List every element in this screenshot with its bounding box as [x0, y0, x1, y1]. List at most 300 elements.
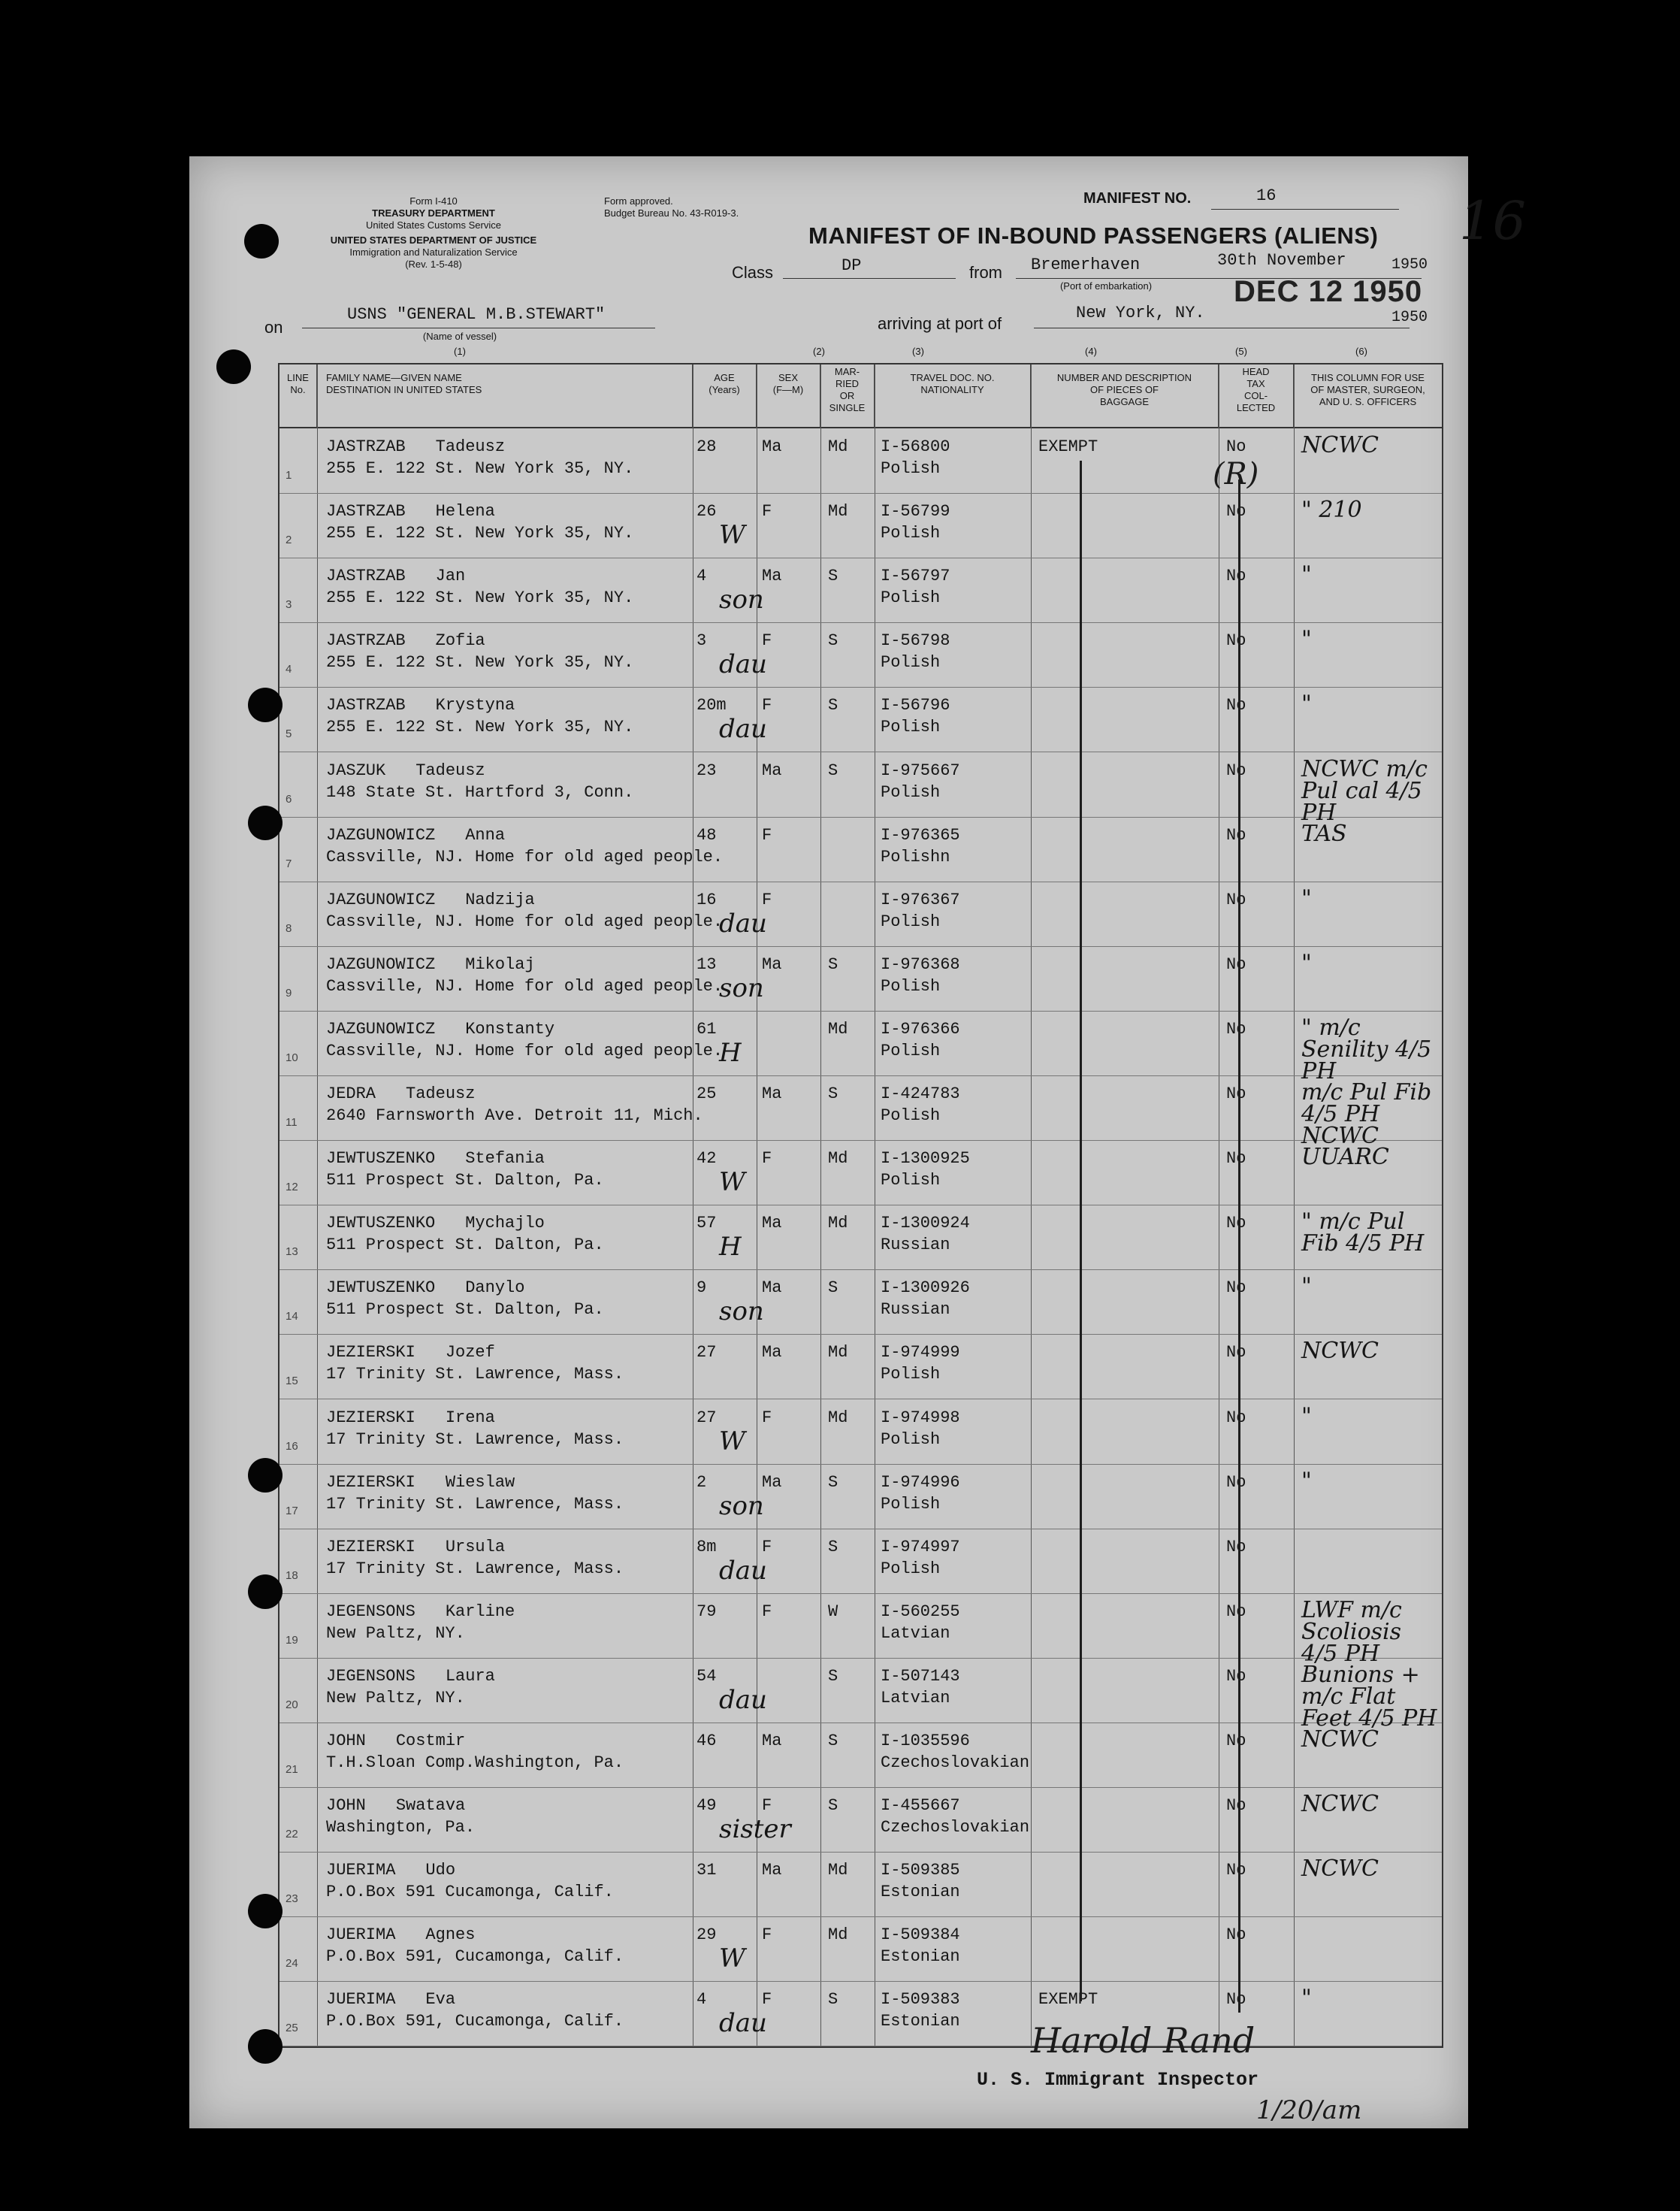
surname: JASZUK — [326, 761, 386, 780]
passenger-sex: Ma — [762, 1472, 782, 1492]
head-tax: No — [1226, 890, 1246, 909]
doc-number: I-974996 — [881, 1472, 960, 1492]
passenger-sex: Ma — [762, 1861, 782, 1880]
passenger-age: 2 — [696, 1472, 707, 1492]
surname: JASTRZAB — [326, 437, 406, 456]
travel-doc — [881, 1140, 1029, 1205]
passenger-surname-given — [326, 1471, 657, 1493]
doc-number: I-974999 — [881, 1343, 960, 1363]
passenger-surname-given — [326, 1795, 657, 1816]
nationality: Latvian — [881, 1623, 950, 1643]
passenger-age: 31 — [696, 1861, 717, 1880]
passenger-age: 49 — [696, 1796, 717, 1816]
given-name: Laura — [445, 1666, 495, 1686]
officer-note: m/c Pul Fib 4/5 PH NCWC — [1301, 1079, 1432, 1149]
table-row — [279, 558, 1442, 623]
passenger-name — [326, 1205, 657, 1270]
table-row — [279, 1399, 1442, 1465]
passenger-age: 8m — [696, 1537, 717, 1556]
page-number-handwritten: 16 — [1459, 190, 1527, 252]
head-tax: No — [1226, 631, 1246, 651]
doc-number: I-974997 — [881, 1537, 960, 1556]
passenger-age: 27 — [696, 1343, 717, 1363]
table-row — [279, 1011, 1442, 1084]
baggage — [1038, 1011, 1211, 1076]
officer-note: " — [1301, 1402, 1312, 1429]
passenger-sex: F — [762, 825, 772, 845]
table-row — [279, 1593, 1442, 1667]
col-header-line: LINE No. — [279, 364, 317, 428]
travel-doc — [881, 1916, 1029, 1982]
given-name: Eva — [425, 1990, 456, 2010]
col-header-married: MAR- RIED OR SINGLE — [820, 364, 875, 428]
form-approved: Form approved. — [604, 195, 673, 207]
passenger-name — [326, 1269, 657, 1335]
given-name: Swatava — [395, 1796, 466, 1816]
surname: JEZIERSKI — [326, 1537, 415, 1556]
col1-marker: (1) — [454, 346, 466, 357]
surname: JAZGUNOWICZ — [326, 825, 436, 845]
passenger-surname-given — [326, 1148, 657, 1169]
doc-number: I-56798 — [881, 631, 950, 651]
given-name: Zofia — [435, 631, 485, 651]
destination: Cassville, NJ. Home for old aged people. — [326, 847, 724, 867]
passenger-sex: F — [762, 1149, 772, 1169]
dept-justice-sub: Immigration and Naturalization Service — [349, 247, 518, 258]
destination: 255 E. 122 St. New York 35, NY. — [326, 588, 634, 608]
head-tax: No — [1226, 1343, 1246, 1363]
baggage — [1038, 1205, 1211, 1270]
passenger-name — [326, 1658, 657, 1723]
line-number: 10 — [286, 1051, 298, 1064]
table-row — [279, 1075, 1442, 1149]
passenger-marital: S — [828, 1084, 838, 1103]
port-embarkation-caption: (Port of embarkation) — [1059, 280, 1153, 292]
surname: JEWTUSZENKO — [326, 1278, 436, 1298]
table-row — [279, 817, 1442, 882]
passenger-surname-given — [326, 1601, 657, 1623]
line-number: 16 — [286, 1439, 298, 1453]
line-number: 25 — [286, 2022, 298, 2035]
head-tax: No — [1226, 1990, 1246, 2010]
passenger-sex: F — [762, 890, 772, 909]
passenger-name — [326, 1334, 657, 1399]
passenger-surname-given — [326, 1018, 657, 1040]
relation-note: W — [719, 1167, 745, 1198]
passenger-age: 28 — [696, 437, 717, 456]
baggage — [1038, 493, 1211, 558]
nationality: Estonian — [881, 1947, 960, 1967]
line-number: 4 — [286, 663, 292, 676]
head-tax: No — [1226, 1149, 1246, 1169]
head-tax: No — [1226, 761, 1246, 780]
passenger-sex: Ma — [762, 1084, 782, 1103]
passenger-surname-given — [326, 1083, 657, 1105]
head-tax: No — [1226, 1861, 1246, 1880]
head-tax: No — [1226, 1408, 1246, 1427]
surname: JASTRZAB — [326, 567, 406, 586]
vessel-name: USNS "GENERAL M.B.STEWART" — [347, 305, 606, 324]
passenger-marital: Md — [828, 1925, 848, 1945]
destination: 148 State St. Hartford 3, Conn. — [326, 782, 634, 802]
travel-doc — [881, 1852, 1029, 1917]
head-tax: No — [1226, 1019, 1246, 1039]
passenger-name — [326, 622, 657, 688]
col-marker-5: (5) — [1235, 346, 1247, 357]
passenger-sex: F — [762, 696, 772, 715]
baggage: EXEMPT — [1038, 1990, 1098, 2010]
line-number: 6 — [286, 792, 292, 806]
line-number: 13 — [286, 1245, 298, 1259]
line-number: 12 — [286, 1181, 298, 1194]
destination: 17 Trinity St. Lawrence, Mass. — [326, 1429, 624, 1449]
col-marker-3: (3) — [912, 346, 924, 357]
table-row — [279, 1787, 1442, 1853]
baggage — [1038, 946, 1211, 1012]
passenger-marital — [828, 817, 875, 882]
passenger-marital: S — [828, 696, 838, 715]
passenger-marital: Md — [828, 502, 848, 522]
passenger-table — [278, 363, 1443, 2048]
baggage — [1038, 752, 1211, 818]
baggage-ditto-line — [1080, 461, 1082, 2001]
nationality: Czechoslovakian — [881, 1753, 1030, 1772]
passenger-marital: S — [828, 1537, 838, 1556]
from-value: Bremerhaven — [1031, 256, 1141, 274]
given-name: Krystyna — [435, 696, 515, 715]
nationality: Polish — [881, 1559, 941, 1578]
destination: New Paltz, NY. — [326, 1623, 465, 1643]
doc-number: I-424783 — [881, 1084, 960, 1103]
passenger-surname-given — [326, 565, 657, 587]
doc-number: I-1300926 — [881, 1278, 970, 1298]
passenger-marital: Md — [828, 1019, 848, 1039]
relation-note: H — [719, 1037, 742, 1068]
destination: P.O.Box 591, Cucamonga, Calif. — [326, 2012, 624, 2031]
passenger-marital: S — [828, 1732, 838, 1750]
head-tax: No — [1226, 1537, 1246, 1556]
officer-note: LWF m/c Scoliosis 4/5 PH — [1301, 1596, 1402, 1667]
manifest-no-value: 16 — [1256, 186, 1277, 205]
line-number: 8 — [286, 921, 292, 935]
nationality: Polish — [881, 459, 941, 478]
manifest-sheet — [189, 156, 1527, 2128]
line-number: 1 — [286, 469, 292, 482]
destination: Cassville, NJ. Home for old aged people. — [326, 912, 724, 931]
dept-treasury-sub: United States Customs Service — [366, 219, 501, 231]
travel-doc — [881, 428, 1029, 494]
passenger-age: 4 — [696, 567, 707, 586]
destination: T.H.Sloan Comp.Washington, Pa. — [326, 1753, 624, 1772]
surname: JAZGUNOWICZ — [326, 890, 436, 909]
table-row — [279, 882, 1442, 947]
officer-note — [1301, 1916, 1442, 1982]
manifest-no-label: MANIFEST NO. — [1083, 190, 1192, 207]
passenger-name — [326, 1140, 657, 1205]
travel-doc — [881, 558, 1029, 623]
officer-note: " — [1301, 691, 1312, 718]
nationality: Polish — [881, 524, 941, 543]
passenger-marital: S — [828, 1796, 838, 1816]
line-number: 2 — [286, 534, 292, 547]
passenger-age: 9 — [696, 1278, 707, 1298]
destination: Cassville, NJ. Home for old aged people. — [326, 1041, 724, 1060]
passenger-sex: F — [762, 1408, 772, 1427]
surname: JUERIMA — [326, 1990, 396, 2010]
line-number: 11 — [286, 1116, 298, 1129]
head-tax: No — [1226, 502, 1246, 522]
travel-doc — [881, 1464, 1029, 1529]
nationality: Russian — [881, 1236, 950, 1255]
passenger-marital: S — [828, 1472, 838, 1492]
surname: JOHN — [326, 1796, 366, 1816]
line-number: 5 — [286, 727, 292, 741]
date-stamp: DEC 12 1950 — [1234, 275, 1423, 308]
officer-note: " m/c Senility 4/5 PH — [1301, 1014, 1432, 1084]
table-row — [279, 946, 1442, 1012]
col-header-travel: TRAVEL DOC. NO. NATIONALITY — [875, 364, 1031, 428]
tax-ditto-line — [1238, 479, 1240, 2013]
surname: JEWTUSZENKO — [326, 1149, 436, 1169]
surname: JASTRZAB — [326, 502, 406, 522]
surname: JEZIERSKI — [326, 1343, 415, 1363]
doc-number: I-56799 — [881, 502, 950, 522]
nationality: Russian — [881, 1300, 950, 1320]
baggage — [1038, 882, 1211, 947]
dept-treasury: TREASURY DEPARTMENT — [372, 207, 495, 219]
baggage — [1038, 1593, 1211, 1659]
relation-note: sister — [719, 1814, 791, 1845]
head-tax: No — [1226, 567, 1246, 586]
passenger-sex: Ma — [762, 1343, 782, 1363]
doc-number: I-507143 — [881, 1666, 960, 1686]
binder-hole — [248, 806, 283, 840]
passenger-marital: S — [828, 1990, 838, 2010]
head-tax: No — [1226, 825, 1246, 845]
given-name: Tadeusz — [406, 1084, 476, 1103]
nationality: Polish — [881, 653, 941, 673]
baggage — [1038, 817, 1211, 882]
relation-note: son — [719, 585, 764, 616]
officer-note: NCWC — [1301, 1726, 1379, 1753]
relation-note: dau — [719, 649, 767, 680]
passenger-surname-given — [326, 824, 657, 846]
manifest-title: MANIFEST OF IN-BOUND PASSENGERS (ALIENS) — [808, 222, 1379, 249]
baggage — [1038, 687, 1211, 752]
line-number: 22 — [286, 1828, 298, 1841]
passenger-sex — [762, 1658, 820, 1723]
destination: 255 E. 122 St. New York 35, NY. — [326, 653, 634, 673]
table-row — [279, 1140, 1442, 1205]
passenger-surname-given — [326, 1341, 657, 1363]
binder-hole — [248, 2029, 283, 2064]
passenger-name — [326, 1399, 657, 1465]
head-tax: No — [1226, 1472, 1246, 1492]
passenger-age: 48 — [696, 825, 717, 845]
travel-doc — [881, 1011, 1029, 1076]
head-tax: No — [1226, 1214, 1246, 1233]
given-name: Karline — [445, 1602, 515, 1621]
surname: JUERIMA — [326, 1861, 396, 1880]
passenger-marital: W — [828, 1602, 838, 1621]
surname: JOHN — [326, 1732, 366, 1750]
baggage — [1038, 1075, 1211, 1141]
binder-hole — [216, 349, 251, 384]
nationality: Polish — [881, 718, 941, 737]
destination: Cassville, NJ. Home for old aged people. — [326, 976, 724, 996]
col-marker-2: (2) — [813, 346, 825, 357]
nationality: Polish — [881, 1494, 941, 1514]
table-row — [279, 1852, 1442, 1917]
passenger-age: 23 — [696, 761, 717, 780]
officer-note: UUARC — [1301, 1144, 1389, 1171]
passenger-sex: Ma — [762, 954, 782, 974]
given-name: Mychajlo — [465, 1214, 545, 1233]
relation-note: W — [719, 520, 745, 551]
line-number: 9 — [286, 986, 292, 1000]
nationality: Estonian — [881, 2012, 960, 2031]
doc-number: I-455667 — [881, 1796, 960, 1816]
surname: JASTRZAB — [326, 696, 406, 715]
baggage — [1038, 622, 1211, 688]
travel-doc — [881, 946, 1029, 1012]
head-tax: No — [1226, 1084, 1246, 1103]
passenger-surname-given — [326, 694, 657, 716]
passenger-marital: Md — [828, 1149, 848, 1169]
inspector-signature: Harold Rand — [1031, 2020, 1255, 2061]
baggage — [1038, 1269, 1211, 1335]
given-name: Konstanty — [465, 1019, 555, 1039]
nationality: Polish — [881, 1171, 941, 1190]
destination: 255 E. 122 St. New York 35, NY. — [326, 718, 634, 737]
travel-doc — [881, 1334, 1029, 1399]
head-tax: No — [1226, 954, 1246, 974]
head-tax: No — [1226, 1732, 1246, 1750]
passenger-name — [326, 1529, 657, 1594]
doc-number: I-56797 — [881, 567, 950, 586]
table-row — [279, 428, 1442, 494]
passenger-marital: S — [828, 761, 838, 780]
passenger-marital: S — [828, 954, 838, 974]
baggage — [1038, 1529, 1211, 1594]
surname: JAZGUNOWICZ — [326, 1019, 436, 1039]
given-name: Tadeusz — [415, 761, 485, 780]
head-tax: No — [1226, 1925, 1246, 1945]
passenger-surname-given — [326, 1277, 657, 1299]
passenger-name — [326, 493, 657, 558]
binder-hole — [248, 688, 283, 722]
head-tax: No — [1226, 437, 1246, 456]
given-name: Nadzija — [465, 890, 535, 909]
doc-number: I-1300924 — [881, 1214, 970, 1233]
passenger-age: 4 — [696, 1990, 707, 2010]
surname: JAZGUNOWICZ — [326, 954, 436, 974]
class-underline — [783, 278, 956, 279]
nationality: Polish — [881, 1106, 941, 1125]
passenger-sex: F — [762, 631, 772, 651]
destination: 255 E. 122 St. New York 35, NY. — [326, 524, 634, 543]
passenger-age: 20m — [696, 696, 727, 715]
passenger-marital: Md — [828, 1861, 848, 1880]
officer-note: NCWC — [1301, 1338, 1379, 1365]
surname: JEGENSONS — [326, 1666, 415, 1686]
surname: JEWTUSZENKO — [326, 1214, 436, 1233]
class-value: DP — [842, 256, 862, 275]
passenger-marital — [828, 882, 875, 947]
relation-note: son — [719, 1490, 764, 1521]
baggage — [1038, 1916, 1211, 1982]
passenger-sex: Ma — [762, 1732, 782, 1750]
date-value: 30th November — [1217, 251, 1346, 270]
relation-note: dau — [719, 1555, 767, 1586]
line-number: 18 — [286, 1568, 298, 1582]
travel-doc — [881, 1593, 1029, 1659]
passenger-surname-given — [326, 1212, 657, 1234]
table-row — [279, 1269, 1442, 1335]
passenger-marital: Md — [828, 1214, 848, 1233]
passenger-marital: Md — [828, 437, 848, 456]
passenger-surname-given — [326, 1989, 657, 2010]
annotation-r: (R) — [1213, 457, 1259, 492]
doc-number: I-976366 — [881, 1019, 960, 1039]
given-name: Ursula — [445, 1537, 506, 1556]
passenger-name — [326, 1787, 657, 1853]
nationality: Latvian — [881, 1688, 950, 1707]
officer-note: " — [1301, 949, 1312, 976]
officer-note: NCWC — [1301, 1856, 1379, 1883]
officer-note: " — [1301, 1273, 1312, 1300]
destination: P.O.Box 591, Cucamonga, Calif. — [326, 1947, 624, 1967]
relation-note: dau — [719, 908, 767, 939]
destination: 255 E. 122 St. New York 35, NY. — [326, 459, 634, 478]
travel-doc — [881, 1075, 1029, 1141]
relation-note: H — [719, 1232, 742, 1263]
passenger-name — [326, 1075, 703, 1141]
head-tax: No — [1226, 1666, 1246, 1686]
col-header-tax: HEAD TAX COL- LECTED — [1219, 364, 1294, 428]
col-header-age: AGE (Years) — [693, 364, 757, 428]
col-marker-6: (6) — [1355, 346, 1367, 357]
passenger-name — [326, 428, 657, 494]
passenger-sex: Ma — [762, 1214, 782, 1233]
travel-doc — [881, 1658, 1029, 1723]
binder-hole — [248, 1458, 283, 1493]
travel-doc — [881, 687, 1029, 752]
destination: 511 Prospect St. Dalton, Pa. — [326, 1171, 604, 1190]
table-row — [279, 1658, 1442, 1732]
col-header-baggage: NUMBER AND DESCRIPTION OF PIECES OF BAGGAGE — [1031, 364, 1219, 428]
passenger-name — [326, 1723, 657, 1788]
nationality: Estonian — [881, 1883, 960, 1902]
head-tax: No — [1226, 1796, 1246, 1816]
surname: JASTRZAB — [326, 631, 406, 651]
table-row — [279, 1464, 1442, 1529]
passenger-sex: F — [762, 1796, 772, 1816]
passenger-age: 79 — [696, 1602, 717, 1621]
nationality: Czechoslovakian — [881, 1818, 1030, 1837]
passenger-name — [326, 1593, 657, 1659]
destination: 2640 Farnsworth Ave. Detroit 11, Mich. — [326, 1106, 703, 1125]
passenger-sex: F — [762, 1925, 772, 1945]
officer-note: " — [1301, 626, 1312, 653]
doc-number: I-509383 — [881, 1990, 960, 2010]
form-revision: (Rev. 1-5-48) — [405, 259, 462, 270]
destination: 17 Trinity St. Lawrence, Mass. — [326, 1494, 624, 1514]
travel-doc — [881, 1787, 1029, 1853]
passenger-surname-given — [326, 1924, 657, 1946]
travel-doc — [881, 493, 1029, 558]
doc-number: I-509385 — [881, 1861, 960, 1880]
